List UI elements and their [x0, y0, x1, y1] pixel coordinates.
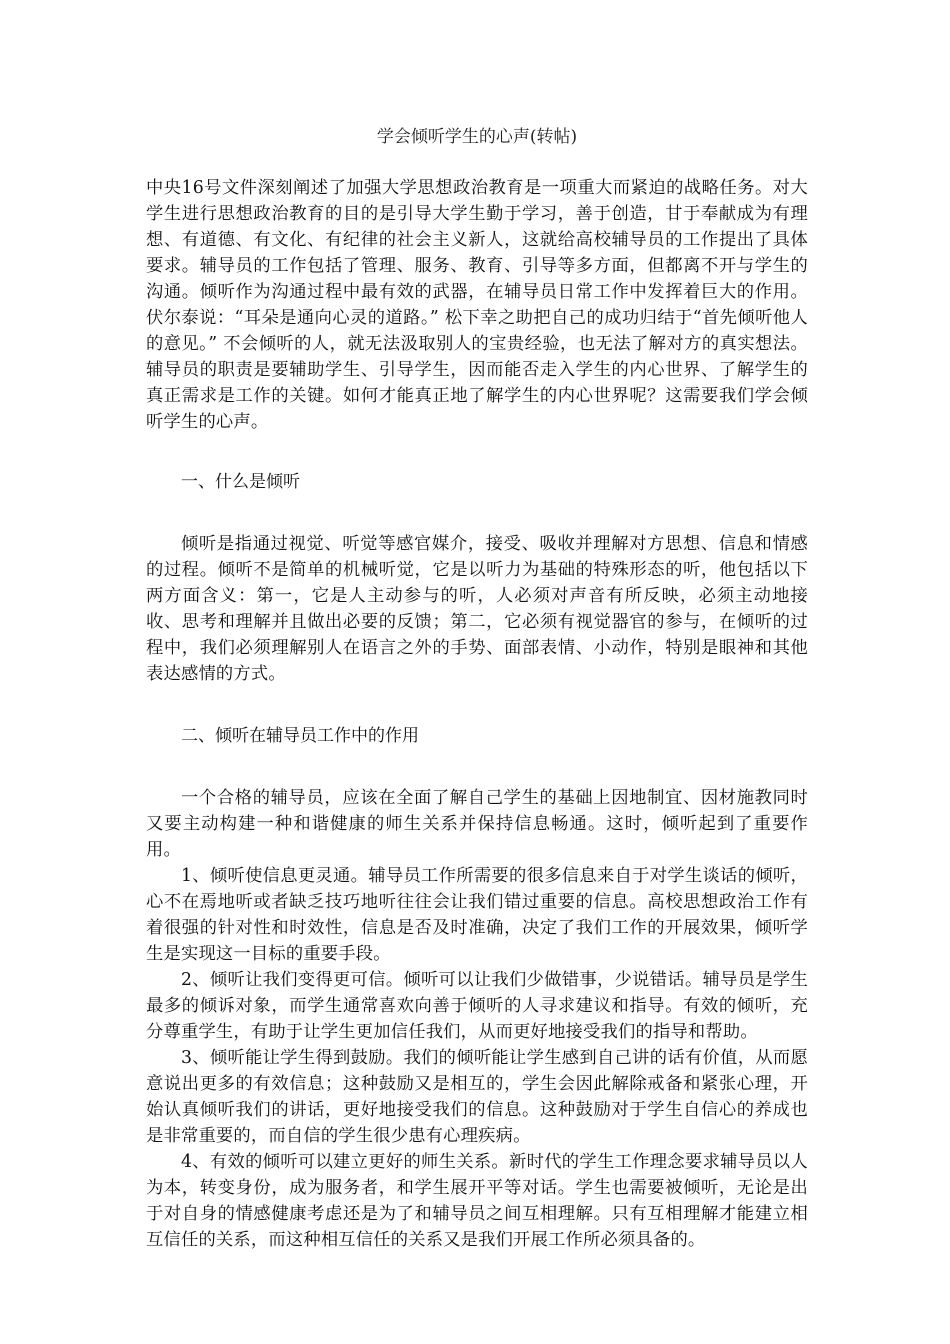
section-heading-what-is-listening: 一、什么是倾听: [181, 472, 300, 492]
list-item-point-1: 1、倾听使信息更灵通。辅导员工作所需要的很多信息来自于对学生谈话的倾听，心不在焉地听或者缺乏技巧地听往往会让我们错过重要的信息。高校思想政治工作有着很强的针对性和时效性，信息是否及时准确，决定了我们工作的开展效果，倾听学生是实现这一目标的重要手段。: [146, 866, 808, 964]
section-body-what-is-listening: 倾听是指通过视觉、听觉等感官媒介，接受、吸收并理解对方思想、信息和情感的过程。倾听不是简单的机械听觉，它是以听力为基础的特殊形态的听，他包括以下两方面含义：第一，它是人主动参与的听，人必须对声音有所反映，必须主动地接收、思考和理解并且做出必要的反馈；第二，它必须有视觉器官的参与，在倾听的过程中，我们必须理解别人在语言之外的手势、面部表情、小动作，特别是眼神和其他表达感情的方式。: [146, 534, 808, 684]
document-page: [146, 0, 808, 1253]
list-item-point-3: 3、倾听能让学生得到鼓励。我们的倾听能让学生感到自己讲的话有价值，从而愿意说出更多的有效信息；这种鼓励又是相互的，学生会因此解除戒备和紧张心理，开始认真倾听我们的讲话，更好地接受我们的信息。这种鼓励对于学生自信心的养成也是非常重要的，而自信的学生很少患有心理疾病。: [146, 1048, 808, 1146]
list-item-point-4: 4、有效的倾听可以建立更好的师生关系。新时代的学生工作理念要求辅导员以人为本，转变身份，成为服务者，和学生展开平等对话。学生也需要被倾听，无论是出于对自身的情感健康考虑还是为了和辅导员之间互相理解。只有互相理解才能建立相互信任的关系，而这种相互信任的关系又是我们开展工作所必须具备的。: [146, 1152, 808, 1250]
list-item-point-2: 2、倾听让我们变得更可信。倾听可以让我们少做错事，少说错话。辅导员是学生最多的倾诉对象，而学生通常喜欢向善于倾听的人寻求建议和指导。有效的倾听，充分尊重学生，有助于让学生更加信任我们，从而更好地接受我们的指导和帮助。: [146, 970, 808, 1042]
section-body-role-of-listening: 一个合格的辅导员，应该在全面了解自己学生的基础上因地制宜、因材施教同时又要主动构建一种和谐健康的师生关系并保持信息畅通。这时，倾听起到了重要作用。: [146, 788, 808, 860]
intro-paragraph: 中央16号文件深刻阐述了加强大学思想政治教育是一项重大而紧迫的战略任务。对大学生进行思想政治教育的目的是引导大学生勤于学习，善于创造，甘于奉献成为有理想、有道德、有文化、有纪律的社会主义新人，这就给高校辅导员的工作提出了具体要求。辅导员的工作包括了管理、服务、教育、引导等多方面，但都离不开与学生的沟通。倾听作为沟通过程中最有效的武器，在辅导员日常工作中发挥着巨大的作用。伏尔泰说：“耳朵是通向心灵的道路。” 松下幸之助把自己的成功归结于“首先倾听他人的意见。” 不会倾听的人，就无法汲取别人的宝贵经验，也无法了解对方的真实想法。辅导员的职责是要辅助学生、引导学生，因而能否走入学生的内心世界、了解学生的真正需求是工作的关键。如何才能真正地了解学生的内心世界呢？这需要我们学会倾听学生的心声。: [146, 178, 808, 432]
section-heading-role-of-listening: 二、倾听在辅导员工作中的作用: [181, 726, 419, 746]
document-title: 学会倾听学生的心声(转帖): [376, 127, 578, 147]
